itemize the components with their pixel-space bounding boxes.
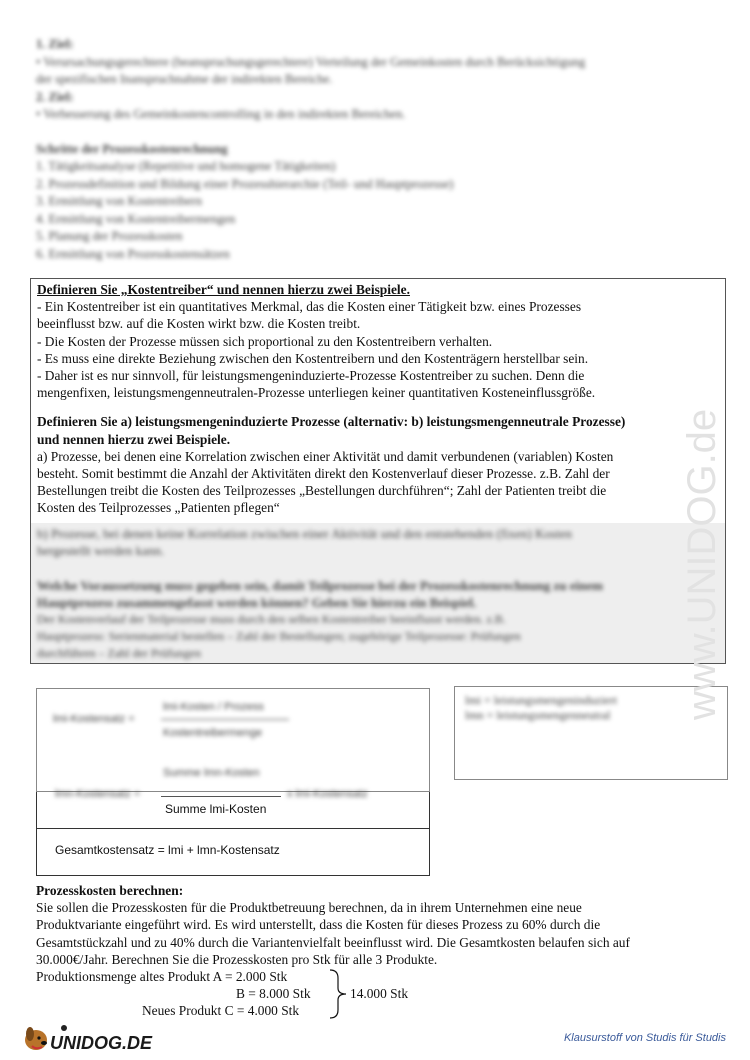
formula-box: [36, 688, 430, 792]
step-3: 3. Ermittlung von Kostentreibern: [36, 194, 202, 208]
answer-line: besteht. Somit bestimmt die Anzahl der Aktivitäten direkt den Kostenverlauf dieser Prozesse. z.B. Zahl der: [37, 466, 610, 482]
dog-logo-icon: [18, 1020, 168, 1054]
answer-line: Bestellungen treibt die Kosten des Teilprozesses „Bestellungen durchführen“; Zahl der Patienten treibt die: [37, 483, 607, 499]
abbreviation-lmn: lmn = leistungsmengenneutral: [465, 708, 611, 722]
blurred-question-2: Hauptprozess zusammengefasst werden können? Geben Sie hierzu ein Beispiel.: [37, 595, 477, 610]
goal-1-text: • Verursachungsgerechtere (beanspruchungsgerechtere) Verteilung der Gemeinkosten durch Berücksichtigung: [36, 54, 586, 69]
blurred-line: durchführen – Zahl der Prüfungen: [37, 646, 201, 660]
process-cost-task: [36, 882, 726, 1020]
task-line: Gesamtstückzahl und zu 40% durch die Variantenvielfalt beeinflusst wird. Die Gesamtkosten belaufen sich auf: [36, 934, 630, 950]
task-line: 30.000€/Jahr. Berechnen Sie die Prozesskosten pro Stk für alle 3 Produkte.: [36, 951, 438, 967]
step-2: 2. Prozessdefinition und Bildung einer Prozesshierarchie (Teil- und Hauptprozesse): [36, 176, 454, 191]
question-kostentreiber: Definieren Sie „Kostentreiber“ und nennen hierzu zwei Beispiele.: [37, 282, 410, 297]
product-a-quantity: Produktionsmenge altes Produkt A = 2.000 Stk: [36, 969, 288, 985]
lmn-formula-tail: x lmi-Kostensatz: [287, 788, 368, 800]
blurred-line: Hauptprozess: Serienmaterial bestellen – Zahl der Bestellungen; zugehörige Teilprozesse: Prüfungen: [37, 629, 521, 643]
unidog-logo: [18, 1020, 168, 1054]
step-1: 1. Tätigkeitsanalyse (Repetitive und homogene Tätigkeiten): [36, 159, 336, 173]
fraction-line: [161, 719, 289, 720]
curly-brace-icon: [326, 968, 350, 1020]
blurred-line: Der Kostenverlauf der Teilprozesse muss durch den selben Kostentreiber beeinflusst werden. z.B.: [37, 612, 506, 626]
blurred-intro-section: [36, 36, 716, 263]
answer-line: - Es muss eine direkte Beziehung zwischen den Kostentreibern und den Kostenträgern herstellbar sein.: [37, 350, 589, 366]
product-b-quantity: B = 8.000 Stk: [236, 986, 311, 1002]
step-6: 6. Ermittlung von Prozesskostensätzen: [36, 246, 230, 261]
blurred-question: Welche Voraussetzung muss gegeben sein, damit Teilprozesse bei der Prozesskostenrechnung zu einem: [37, 578, 603, 593]
goal-2-title: 2. Ziel:: [36, 89, 74, 104]
task-title: Prozesskosten berechnen:: [36, 883, 184, 898]
question-lmi-title: Definieren Sie a) leistungsmengeninduzierte Prozesse (alternativ: b) leistungsmengenneutrale Prozesse): [37, 414, 626, 430]
fraction-line: [161, 796, 281, 797]
footer-slogan: Klausurstoff von Studis für Studis: [563, 1032, 726, 1044]
goal-1-text-2: der spezifischen Inanspruchnahme der indirekten Bereiche.: [36, 72, 333, 86]
total-rate-box: [36, 828, 430, 876]
total-quantity: 14.000 Stk: [350, 986, 409, 1002]
logo-text: UNIDOG.DE: [50, 1033, 153, 1053]
lmi-formula-denominator: Kostentreibermenge: [163, 727, 263, 739]
lmn-formula-numerator: Summe lmn-Kosten: [163, 767, 260, 779]
blurred-answer-region: [31, 523, 726, 664]
blurred-line: b) Prozesse, bei denen keine Korrelation zwischen einer Aktivität und den entstehenden (fixen) Kosten: [37, 526, 572, 541]
question-lmi-subtitle: und nennen hierzu zwei Beispiele.: [37, 431, 231, 447]
goal-1-title: 1. Ziel:: [36, 37, 74, 51]
answer-line: - Die Kosten der Prozesse müssen sich proportional zu den Kostentreibern verhalten.: [37, 333, 493, 349]
abbreviation-lmi: lmi = leistungsmengeninduziert: [465, 693, 618, 707]
watermark-text: www.UNIDOG.de: [680, 408, 724, 720]
blurred-line: hergestellt werden kann.: [37, 543, 165, 558]
answer-line: beeinflusst bzw. auf die Kosten wirkt bzw. die Kosten treibt.: [37, 316, 361, 332]
product-c-quantity: Neues Produkt C = 4.000 Stk: [142, 1003, 300, 1019]
lmn-formula-row: [36, 788, 430, 828]
step-4: 4. Ermittlung von Kostentreibermengen: [36, 211, 236, 226]
total-rate-formula: Gesamtkostensatz = lmi + lmn-Kostensatz: [55, 843, 280, 857]
goal-2-text: • Verbesserung des Gemeinkostencontrolling in den indirekten Bereichen.: [36, 107, 406, 121]
qa-box: [30, 278, 726, 664]
answer-line: - Daher ist es nur sinnvoll, für leistungsmengeninduzierte-Prozesse Kostentreiber zu suchen. Denn die: [37, 368, 585, 384]
steps-title: Schritte der Prozesskostenrechnung: [36, 141, 228, 156]
answer-line: a) Prozesse, bei denen eine Korrelation zwischen einer Aktivität und damit verbundenen (variablen) Kosten: [37, 448, 614, 464]
answer-line: mengenfixen, leistungsmengenneutralen-Prozesse unterliegen keiner quantitativen Kosteneinflussgröße.: [37, 385, 596, 401]
watermark: [675, 280, 735, 740]
lmn-formula-label: lmn-Kostensatz =: [55, 788, 141, 800]
step-5: 5. Planung der Prozesskosten: [36, 229, 183, 243]
task-line: Produktvariante eingeführt wird. Es wird unterstellt, dass die Kosten für dieses Prozess zu 60% durch die: [36, 917, 601, 933]
answer-line: - Ein Kostentreiber ist ein quantitatives Merkmal, das die Kosten einer Tätigkeit bzw. eines Prozesses: [37, 299, 582, 315]
lmi-formula-numerator: lmi-Kosten / Prozess: [163, 701, 264, 713]
lmi-formula-label: lmi-Kostensatz =: [53, 713, 135, 725]
answer-line: Kosten des Teilprozesses „Patienten pflegen“: [37, 500, 280, 516]
task-line: Sie sollen die Prozesskosten für die Produktbetreuung berechnen, da in ihrem Unternehmen eine neue: [36, 900, 582, 916]
lmn-formula-denominator: Summe lmi-Kosten: [165, 802, 267, 816]
